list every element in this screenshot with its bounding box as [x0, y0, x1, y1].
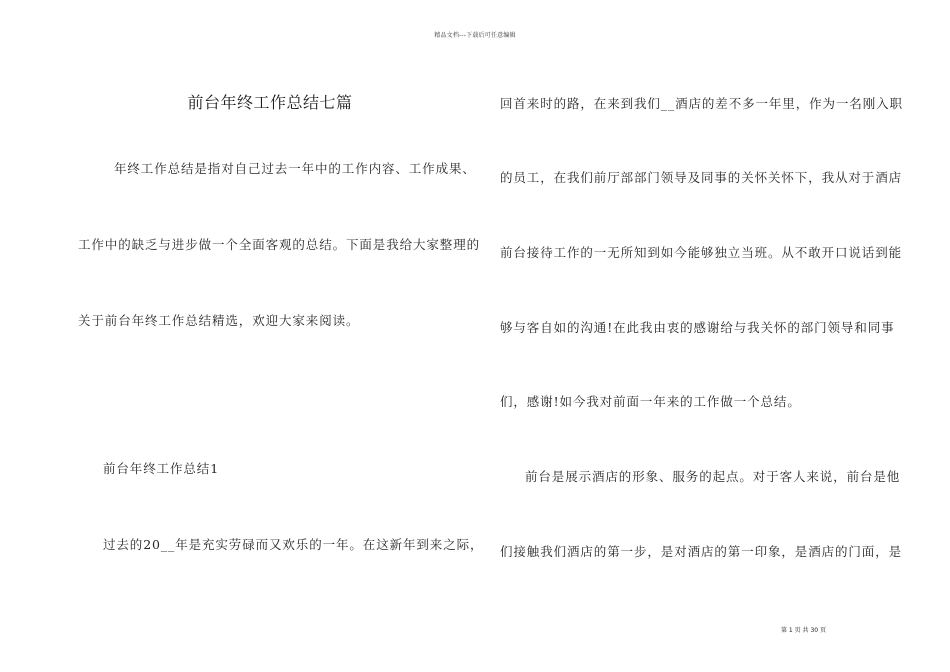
paragraph-line: 回首来时的路，在来到我们__酒店的差不多一年里，作为一名刚入职 [500, 96, 903, 111]
paragraph-line: 过去的20__年是充实劳碌而又欢乐的一年。在这新年到来之际， [103, 537, 484, 552]
paragraph-line: 年终工作总结是指对自己过去一年中的工作内容、工作成果、 [114, 161, 476, 176]
paragraph-line: 前台是展示酒店的形象、服务的起点。对于客人来说，前台是他 [525, 469, 901, 484]
paragraph-line: 的员工，在我们前厅部部门领导及同事的关怀关怀下，我从对于酒店 [500, 170, 903, 185]
paragraph-line: 前台接待工作的一无所知到如今能够独立当班。从不敢开口说话到能 [500, 245, 903, 260]
header-note: 精品文档---下载后可任意编辑 [434, 32, 516, 39]
document-title: 前台年终工作总结七篇 [187, 93, 353, 112]
section-heading: 前台年终工作总结1 [103, 461, 220, 476]
paragraph-line: 们接触我们酒店的第一步，是对酒店的第一印象，是酒店的门面，是 [500, 544, 903, 559]
page-number: 第 1 页 共 30 页 [781, 627, 826, 634]
paragraph-line: 关于前台年终工作总结精选，欢迎大家来阅读。 [78, 313, 360, 328]
paragraph-line: 够与客自如的沟通!在此我由衷的感谢给与我关怀的部门领导和同事 [500, 320, 895, 335]
paragraph-line: 们，感谢!如今我对前面一年来的工作做一个总结。 [500, 394, 801, 409]
paragraph-line: 工作中的缺乏与进步做一个全面客观的总结。下面是我给大家整理的 [78, 237, 481, 252]
